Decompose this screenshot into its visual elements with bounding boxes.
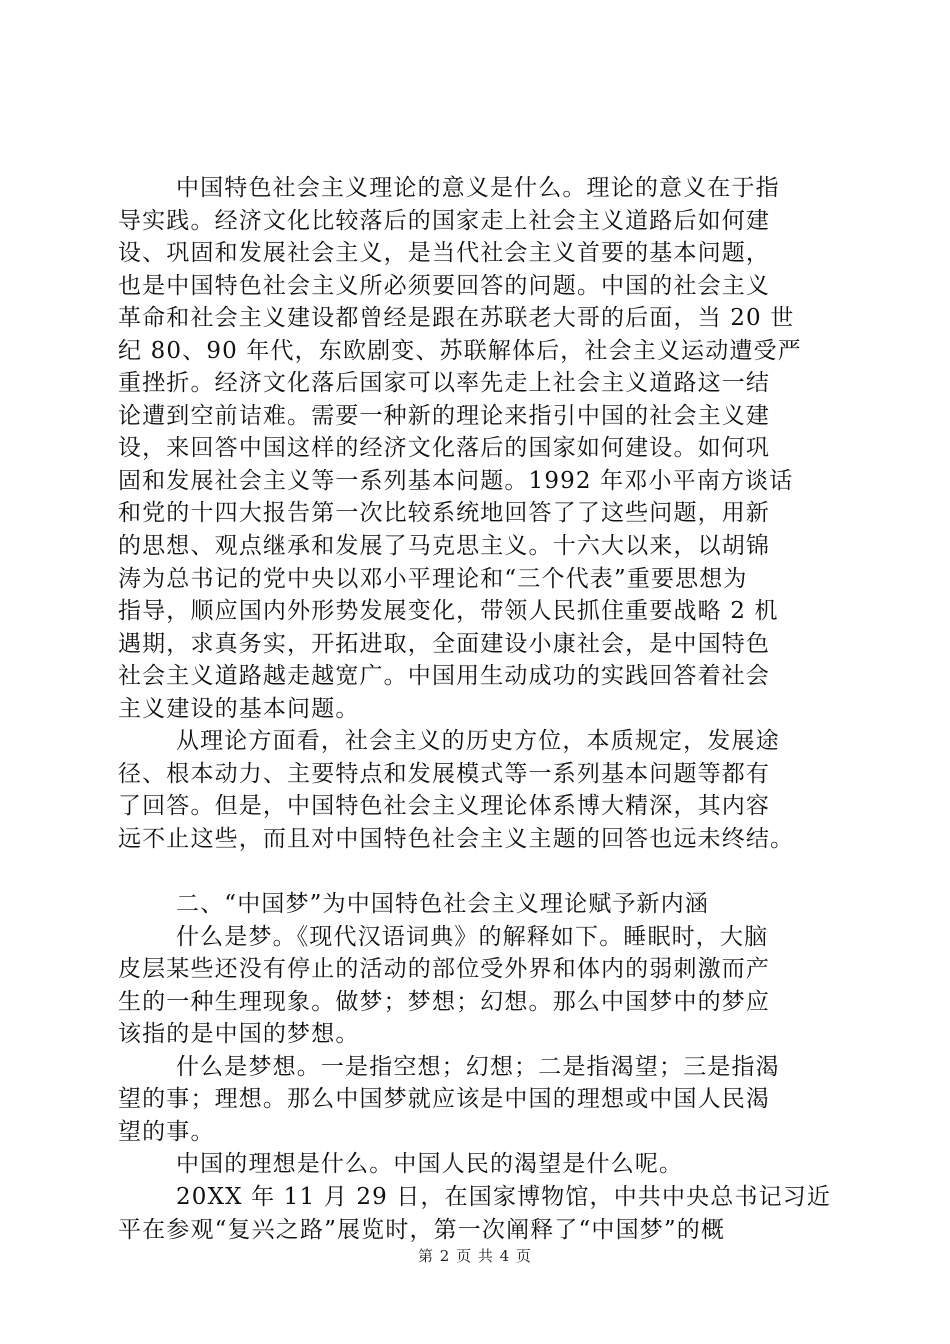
paragraph-2-line: 径、根本动力、主要特点和发展模式等一系列基本问题等都有 (118, 760, 771, 787)
paragraph-4-line: 什么是梦。《现代汉语词典》的解释如下。睡眠时，大脑 (176, 923, 769, 950)
paragraph-2-line: 了回答。但是，中国特色社会主义理论体系博大精深，其内容 (118, 793, 771, 820)
paragraph-1-line: 也是中国特色社会主义所必须要回答的问题。中国的社会主义 (118, 272, 771, 299)
paragraph-5-line: 什么是梦想。一是指空想；幻想；二是指渴望；三是指渴 (176, 1053, 780, 1080)
paragraph-1-line: 设，来回答中国这样的经济文化落后的国家如何建设。如何巩 (118, 435, 771, 462)
paragraph-1-line: 涛为总书记的党中央以邓小平理论和“三个代表”重要思想为 (118, 565, 748, 592)
paragraph-1-line: 论遭到空前诘难。需要一种新的理论来指引中国的社会主义建 (118, 402, 771, 429)
paragraph-4-line: 皮层某些还没有停止的活动的部位受外界和体内的弱刺激而产 (118, 956, 771, 983)
paragraph-1-line: 的思想、观点继承和发展了马克思主义。十六大以来，以胡锦 (118, 533, 771, 560)
paragraph-1-line: 社会主义道路越走越宽广。中国用生动成功的实践回答着社会 (118, 663, 771, 690)
paragraph-1-line: 重挫折。经济文化落后国家可以率先走上社会主义道路这一结 (118, 370, 771, 397)
paragraph-4-line: 生的一种生理现象。做梦；梦想；幻想。那么中国梦中的梦应 (118, 988, 771, 1015)
paragraph-spacer (118, 855, 838, 888)
paragraph-1-line: 设、巩固和发展社会主义，是当代社会主义首要的基本问题， (118, 240, 771, 267)
paragraph-1-line: 导实践。经济文化比较落后的国家走上社会主义道路后如何建 (118, 207, 771, 234)
paragraph-5-line: 望的事；理想。那么中国梦就应该是中国的理想或中国人民渴 (118, 1086, 771, 1113)
paragraph-1-line: 革命和社会主义建设都曾经是跟在苏联老大哥的后面，当 20 世 (118, 305, 795, 332)
page-number-footer: 第 2 页 共 4 页 (418, 1247, 532, 1265)
paragraph-1-line: 纪 80、90 年代，东欧剧变、苏联解体后，社会主义运动遭受严 (118, 337, 802, 364)
section-heading: 二、“中国梦”为中国特色社会主义理论赋予新内涵 (176, 891, 709, 918)
paragraph-7-line: 20XX 年 11 月 29 日，在国家博物馆，中共中央总书记习近 (176, 1183, 832, 1210)
paragraph-7-line: 平在参观“复兴之路”展览时，第一次阐释了“中国梦”的概 (118, 1216, 726, 1243)
paragraph-2-line: 远不止这些，而且对中国特色社会主义主题的回答也远未终结。 (118, 825, 795, 852)
paragraph-1-line: 固和发展社会主义等一系列基本问题。1992 年邓小平南方谈话 (118, 467, 794, 494)
paragraph-2-line: 从理论方面看，社会主义的历史方位，本质规定，发展途 (176, 728, 780, 755)
paragraph-5-line: 望的事。 (118, 1118, 215, 1145)
document-body (118, 172, 838, 1246)
paragraph-1-line: 中国特色社会主义理论的意义是什么。理论的意义在于指 (176, 175, 780, 201)
paragraph-6-line: 中国的理想是什么。中国人民的渴望是什么呢。 (176, 1151, 684, 1178)
paragraph-1-line: 和党的十四大报告第一次比较系统地回答了了这些问题，用新 (118, 500, 771, 527)
paragraph-1-line: 主义建设的基本问题。 (118, 695, 360, 722)
paragraph-4-line: 该指的是中国的梦想。 (118, 1021, 360, 1048)
paragraph-1-line: 指导，顺应国内外形势发展变化，带领人民抓住重要战略 2 机 (118, 598, 779, 625)
paragraph-1-line: 遇期，求真务实，开拓进取，全面建设小康社会，是中国特色 (118, 630, 771, 657)
